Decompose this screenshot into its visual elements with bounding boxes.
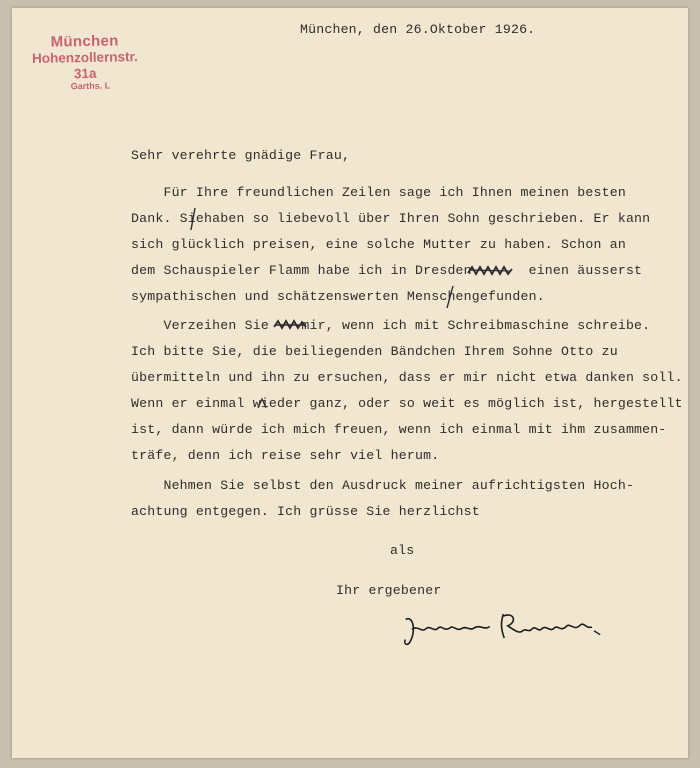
closing-als: als [390,543,415,558]
strikethrough-scribble [466,261,514,281]
body-line: Wenn er einmal wieder ganz, oder so weit es möglich ist, hergestellt [131,396,683,411]
letter-date: München, den 26.Oktober 1926. [300,22,536,37]
slash-correction-mark [188,206,198,232]
strikethrough-scribble [272,316,308,336]
body-line: Ich bitte Sie, die beiliegenden Bändchen Ihrem Sohne Otto zu [131,344,618,359]
body-line: dem Schauspieler Flamm habe ich in Dresden einen äusserst [131,263,643,278]
body-line: Dank. Siehaben so liebevoll über Ihren Sohn geschrieben. Er kann [131,211,651,226]
body-line: träfe, denn ich reise sehr viel herum. [131,448,440,463]
stamp-street: Hohenzollernstr. 31a [31,49,138,81]
body-line: sympathischen und schätzenswerten Menschengefunden. [131,289,545,304]
body-line: Nehmen Sie selbst den Ausdruck meiner aufrichtigsten Hoch- [131,478,635,493]
body-line: sich glücklich preisen, eine solche Mutter zu haben. Schon an [131,237,626,252]
handwritten-signature [399,604,610,656]
address-stamp [19,32,150,93]
body-line: übermitteln und ihn zu ersuchen, dass er mir nicht etwa danken soll. [131,370,683,385]
letter-sheet [12,8,688,758]
body-line: Für Ihre freundlichen Zeilen sage ich Ihnen meinen besten [131,185,626,200]
body-line: achtung entgegen. Ich grüsse Sie herzlichst [131,504,480,519]
salutation: Sehr verehrte gnädige Frau, [131,148,351,163]
closing-line: Ihr ergebener [336,583,442,598]
stamp-line3: Garths. L [70,80,111,92]
caret-mark [256,396,268,410]
stamp-city: München [50,32,119,51]
body-line: Verzeihen Sie mir, wenn ich mit Schreibmaschine schreibe. [131,318,651,333]
slash-correction-mark [444,284,456,310]
body-line: ist, dann würde ich mich freuen, wenn ich einmal mit ihm zusammen- [131,422,667,437]
signature-scrawl [399,604,610,651]
